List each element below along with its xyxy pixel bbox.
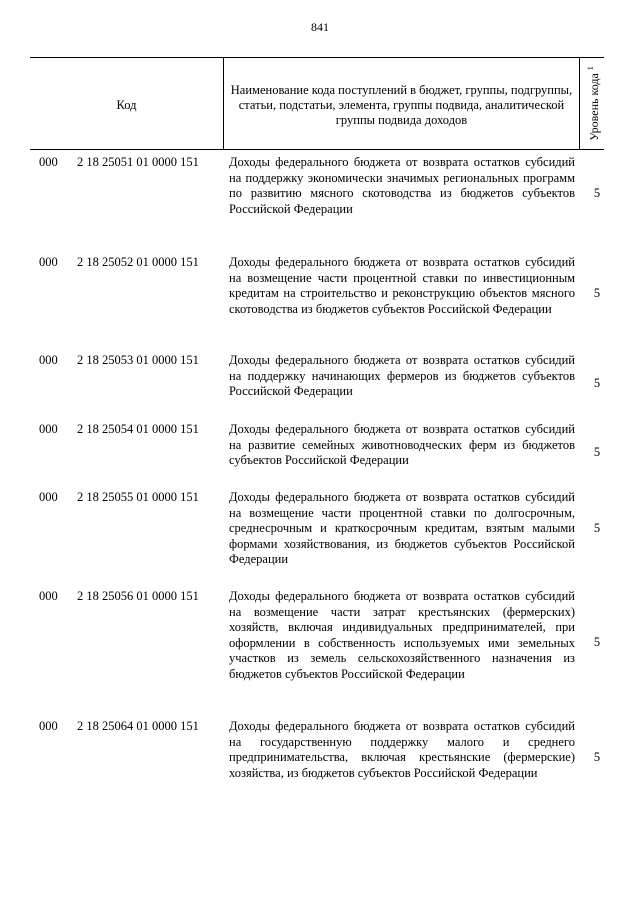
row-level: 5	[593, 185, 601, 200]
header-level-text: Уровень кода	[586, 73, 601, 141]
header-name-label: Наименование кода поступлений в бюджет, группы, подгруппы, статьи, подстатьи, элемента, группы подвида, аналитической группы подвида доходов	[230, 83, 573, 127]
row-level: 5	[593, 520, 601, 535]
row-name: Доходы федерального бюджета от возврата остатков субсидий на развитие семейных животноводческих ферм из бюджетов субъектов Российской Федерации	[229, 422, 575, 467]
row-level: 5	[593, 285, 601, 300]
header-code-cell	[30, 58, 224, 149]
table-row	[30, 353, 604, 399]
row-code-prefix: 000	[39, 255, 58, 269]
row-code: 2 18 25054 01 0000 151	[77, 422, 199, 436]
row-name: Доходы федерального бюджета от возврата остатков субсидий на возмещение части процентной ставки по долгосрочным, среднесрочным и краткосрочным кредитам, взятым малыми формами хозяйствования, из бюджетов субъектов Российской Федерации	[229, 490, 575, 566]
header-code-label: Код	[116, 98, 137, 112]
header-level-cell	[580, 58, 604, 149]
row-name: Доходы федерального бюджета от возврата остатков субсидий на государственную поддержку малого и среднего предпринимательства, включая крестьянские (фермерские) хозяйства, из бюджетов субъектов Российской Федерации	[229, 719, 575, 780]
row-code-prefix: 000	[39, 719, 58, 733]
table-header	[30, 57, 604, 150]
header-level-label	[583, 66, 602, 141]
table-row	[30, 255, 604, 332]
row-level: 5	[593, 376, 601, 391]
table-row	[30, 589, 604, 697]
row-level: 5	[593, 635, 601, 650]
table-row	[30, 490, 604, 567]
row-name: Доходы федерального бюджета от возврата остатков субсидий на поддержку начинающих фермеров из бюджетов субъектов Российской Федерации	[229, 353, 575, 398]
header-name-cell	[224, 58, 580, 149]
header-level-footnote: 1	[585, 66, 595, 71]
row-name: Доходы федерального бюджета от возврата остатков субсидий на поддержку экономически значимых региональных программ по развитию мясного скотоводства из бюджетов субъектов Российской Федерации	[229, 155, 575, 216]
row-code: 2 18 25051 01 0000 151	[77, 155, 199, 169]
table-row	[30, 719, 604, 796]
row-level: 5	[593, 749, 601, 764]
row-code: 2 18 25055 01 0000 151	[77, 490, 199, 504]
row-code: 2 18 25052 01 0000 151	[77, 255, 199, 269]
row-code-prefix: 000	[39, 422, 58, 436]
row-code: 2 18 25053 01 0000 151	[77, 353, 199, 367]
row-name: Доходы федерального бюджета от возврата остатков субсидий на возмещение части процентной ставки по инвестиционным кредитам на строительство и реконструкцию объектов мясного скотоводства из бюджетов субъектов Российской Федерации	[229, 255, 575, 316]
row-code-prefix: 000	[39, 155, 58, 169]
row-code-prefix: 000	[39, 490, 58, 504]
page-number: 841	[311, 20, 329, 34]
row-code: 2 18 25056 01 0000 151	[77, 589, 199, 603]
table-row	[30, 422, 604, 468]
row-level: 5	[593, 445, 601, 460]
row-name: Доходы федерального бюджета от возврата остатков субсидий на возмещение части затрат крестьянских (фермерских) хозяйств, включая индивидуальных предпринимателей, при оформлении в собственность используемых ими земельных участков из земель сельскохозяйственного назначения из бюджетов субъектов Российской Федерации	[229, 589, 575, 681]
row-code: 2 18 25064 01 0000 151	[77, 719, 199, 733]
table-row	[30, 155, 604, 232]
row-code-prefix: 000	[39, 589, 58, 603]
row-code-prefix: 000	[39, 353, 58, 367]
